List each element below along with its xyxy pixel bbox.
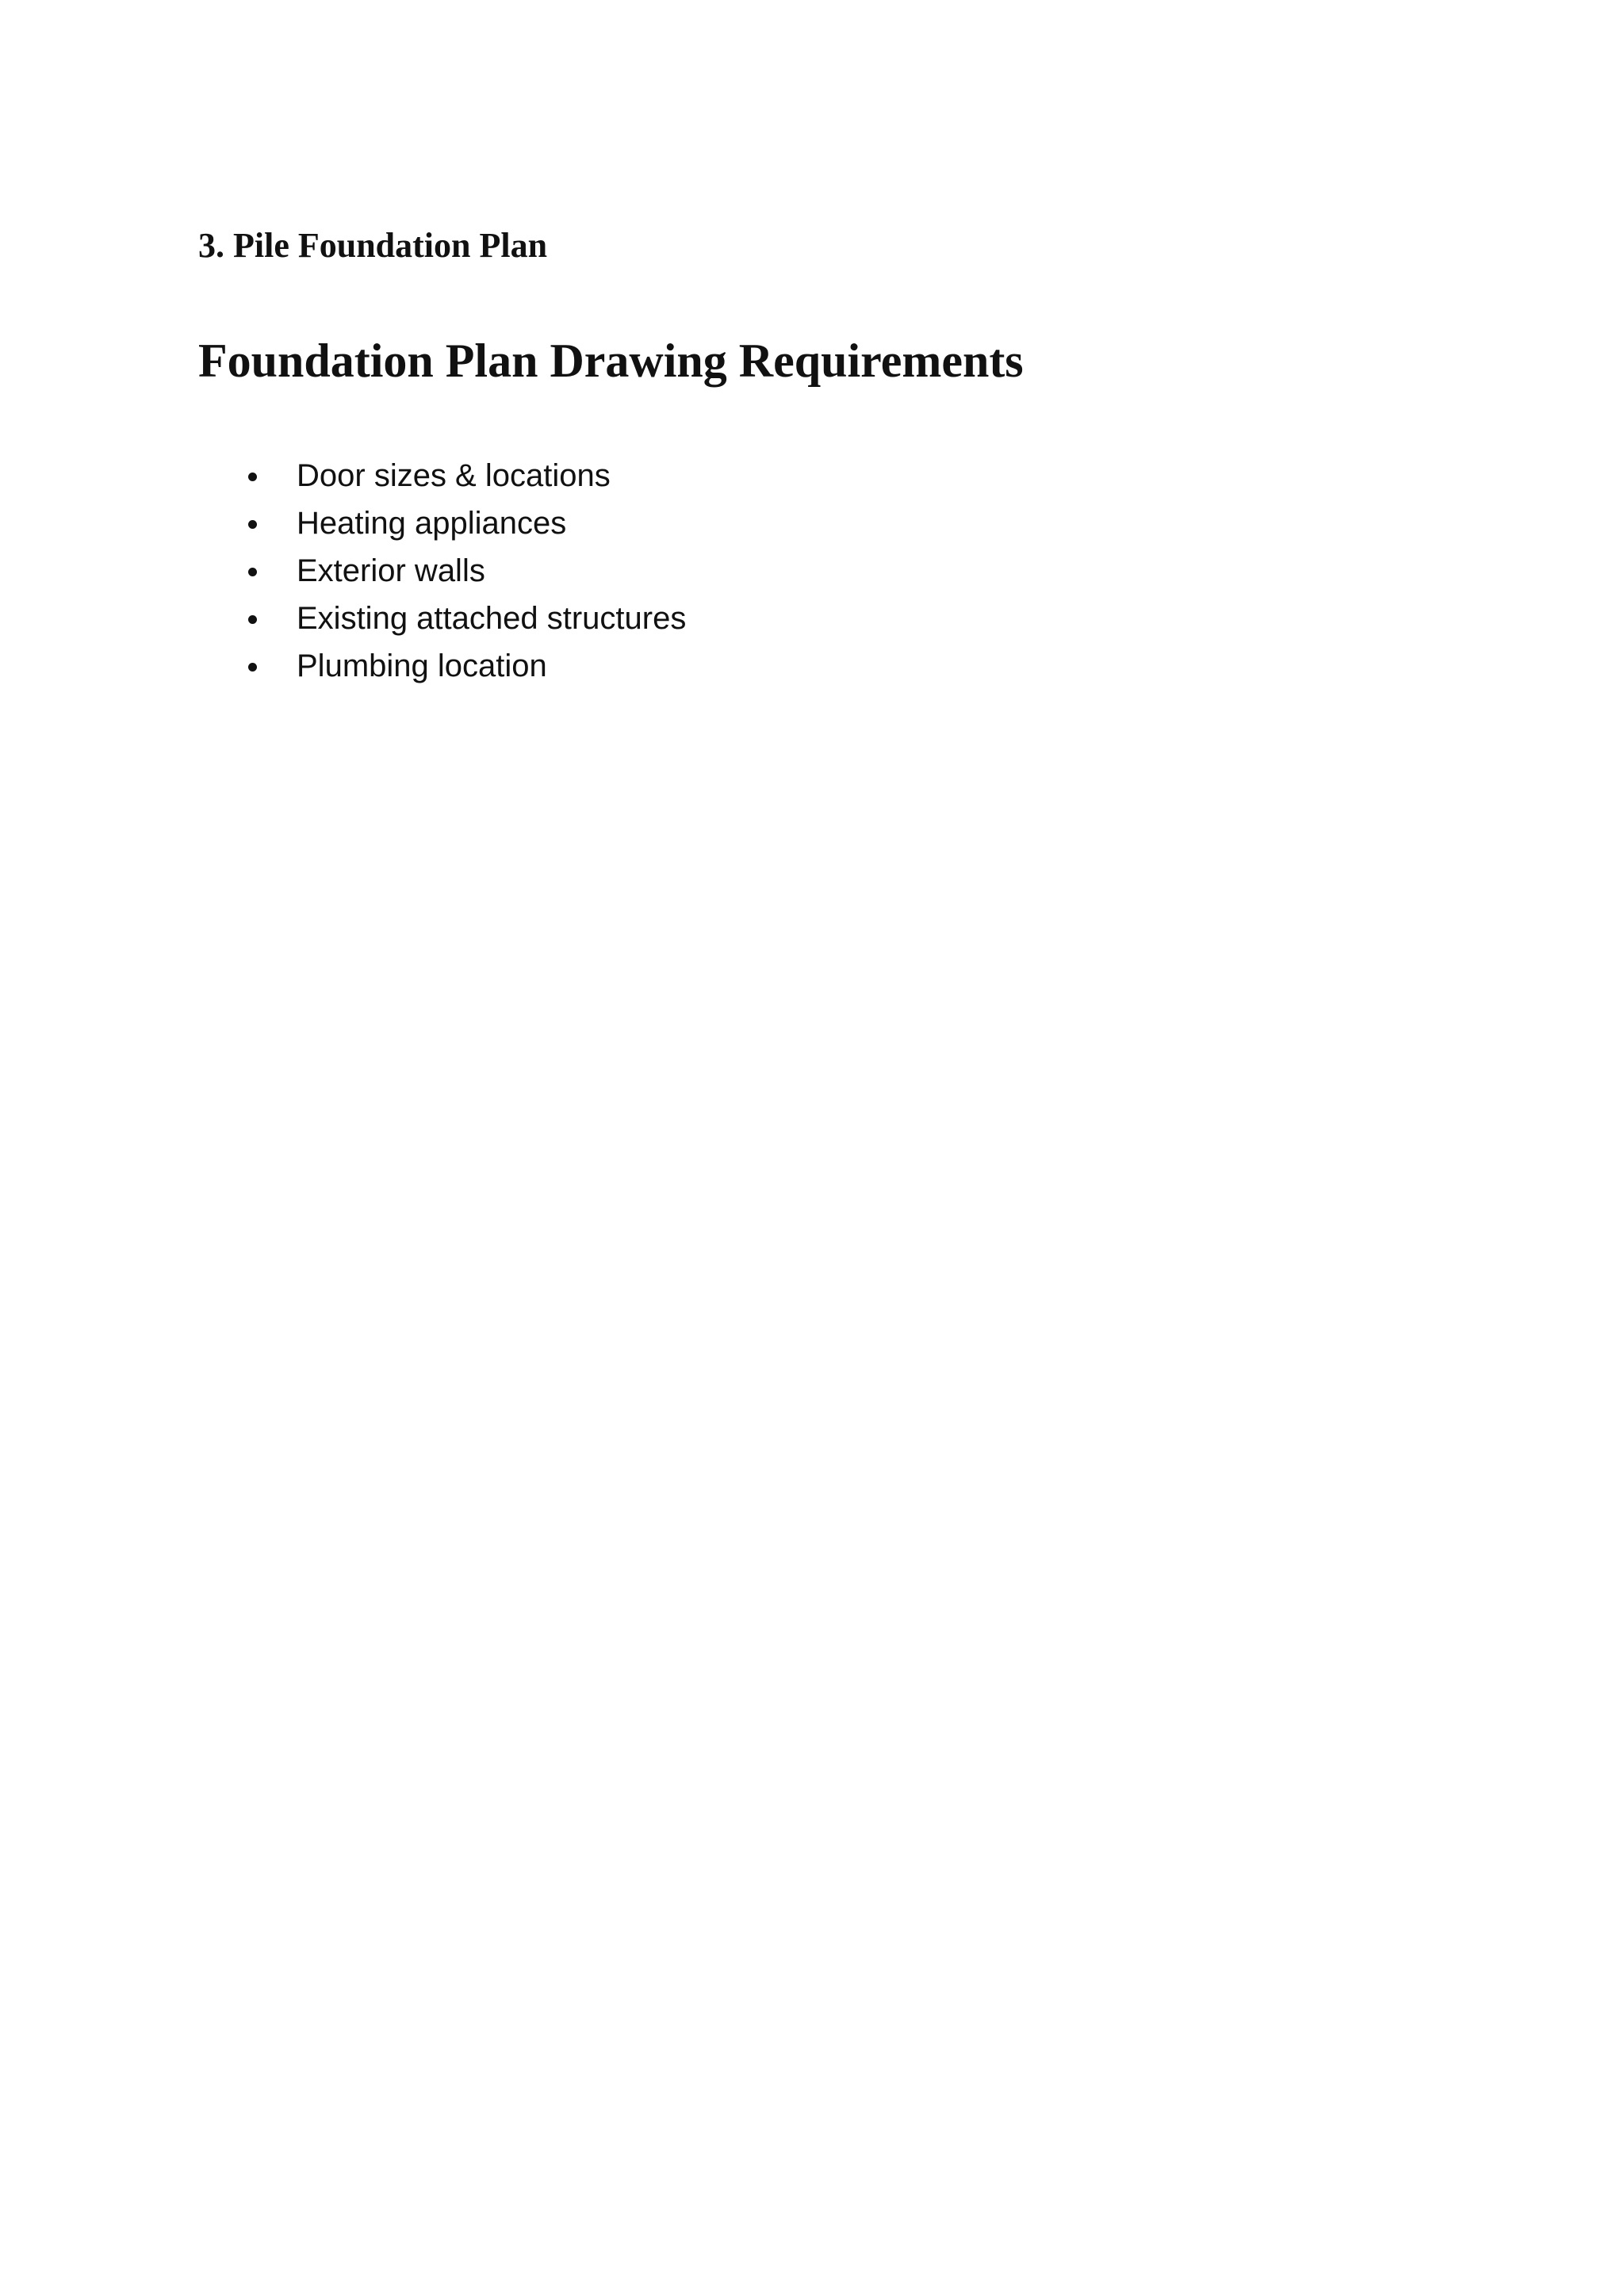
list-item-text: Existing attached structures xyxy=(297,601,687,636)
bullet-icon xyxy=(248,520,257,529)
list-item-text: Exterior walls xyxy=(297,553,485,588)
list-item-text: Plumbing location xyxy=(297,649,547,683)
section-heading-pile-foundation: 3. Pile Foundation Plan xyxy=(198,226,548,265)
list-item-text: Door sizes & locations xyxy=(297,458,611,493)
section-heading-drawing-requirements: Foundation Plan Drawing Requirements xyxy=(198,335,1024,387)
requirements-bullet-list xyxy=(198,452,1451,690)
list-item xyxy=(198,499,1451,547)
list-item xyxy=(198,595,1451,642)
list-item-text: Heating appliances xyxy=(297,506,567,541)
bullet-icon xyxy=(248,615,257,624)
bullet-icon xyxy=(248,568,257,576)
list-item xyxy=(198,452,1451,499)
bullet-icon xyxy=(248,663,257,672)
list-item xyxy=(198,547,1451,595)
document-page xyxy=(198,208,1451,690)
list-item xyxy=(198,642,1451,690)
bullet-icon xyxy=(248,473,257,481)
